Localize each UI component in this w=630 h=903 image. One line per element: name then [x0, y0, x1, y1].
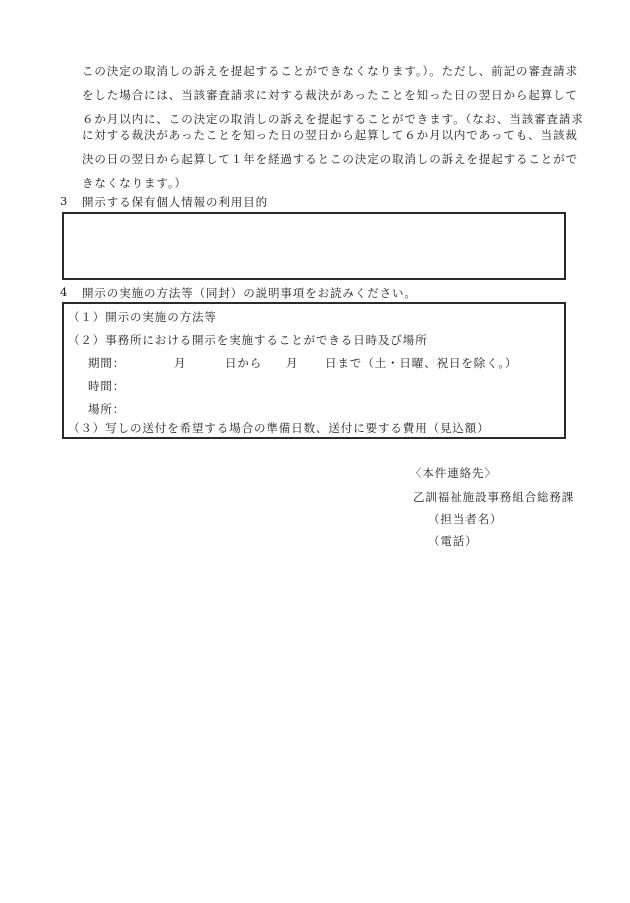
period-month-2: 月	[286, 356, 299, 370]
paragraph-line: きなくなります。）	[82, 176, 187, 190]
contact-heading: 〈本件連絡先〉	[410, 466, 497, 480]
period-from: 日から	[225, 356, 263, 370]
contact-department: 乙訓福祉施設事務組合総務課	[413, 490, 575, 504]
section-3-number: 3	[60, 194, 69, 208]
paragraph-line: ６か月以内に、この決定の取消しの訴えを提起することができます。（なお、当該審査請求	[82, 112, 584, 126]
place-label: 場所：	[88, 402, 126, 416]
paragraph-line: 決の日の翌日から起算して１年を経過するとこの決定の取消しの訴えを提起することがで	[82, 152, 578, 166]
item-2: （２）事務所における開示を実施することができる日時及び場所	[68, 333, 428, 347]
section-3-title: 開示する保有個人情報の利用目的	[82, 195, 268, 209]
period-until: 日まで（土・日曜、祝日を除く。）	[325, 356, 518, 370]
item-3: （３）写しの送付を希望する場合の準備日数、送付に要する費用（見込額）	[68, 421, 490, 435]
item-1: （１）開示の実施の方法等	[68, 310, 217, 324]
purpose-box	[62, 212, 566, 280]
contact-phone: （電話）	[428, 534, 478, 548]
contact-person: （担当者名）	[428, 512, 503, 526]
paragraph-line: この決定の取消しの訴えを提起することができなくなります。）。ただし、前記の審査請求	[82, 64, 578, 78]
section-4-number: 4	[60, 285, 69, 299]
paragraph-line: をした場合には、当該審査請求に対する裁決があったことを知った日の翌日から起算して	[82, 88, 578, 102]
period-label: 期間：	[88, 356, 126, 370]
paragraph-line: に対する裁決があったことを知った日の翌日から起算して６か月以内であっても、当該裁	[82, 128, 578, 142]
disclosure-method-box	[62, 302, 566, 439]
period-month-1: 月	[174, 356, 187, 370]
time-label: 時間：	[88, 379, 126, 393]
section-4-title: 開示の実施の方法等（同封）の説明事項をお読みください。	[82, 286, 417, 300]
